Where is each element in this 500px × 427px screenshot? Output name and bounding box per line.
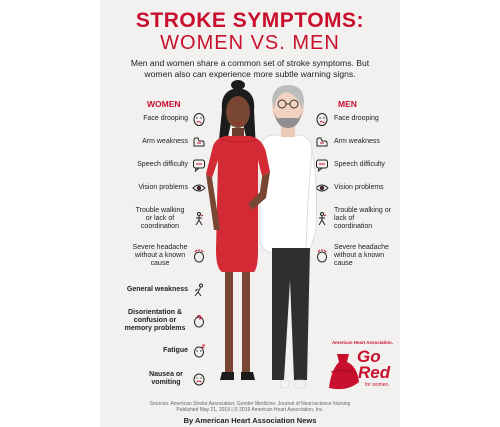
go-text: Go: [357, 347, 381, 366]
women-symptom-label: Nausea or vomiting: [149, 370, 183, 386]
women-symptom-row: [100, 283, 206, 297]
women-symptom-row: [100, 158, 206, 172]
men-heading: MEN: [338, 99, 357, 109]
men-symptom-row: [315, 135, 400, 149]
women-symptom-row: [100, 308, 206, 334]
sources-text: Sources: American Stroke Association; Gender Medicine; Journal of Neuroscience Nursing: [149, 401, 351, 407]
aha-logo-text: American Heart Association.: [331, 340, 394, 345]
women-symptom-row: [100, 135, 206, 149]
tagline-text: for women.: [365, 382, 390, 388]
men-symptom-label: Trouble walking or lack of coordination: [334, 206, 391, 231]
women-symptom-label: Fatigue: [163, 346, 188, 354]
women-symptom-label: Arm weakness: [142, 137, 188, 145]
women-symptom-row: [100, 344, 206, 358]
men-symptom-label: Face drooping: [334, 114, 379, 122]
men-symptom-label: Vision problems: [334, 183, 384, 191]
title-line-2: WOMEN VS. MEN: [160, 32, 340, 54]
women-symptom-label: Trouble walking or lack of coordination: [135, 206, 185, 231]
women-symptom-label: Severe headache without a known cause: [132, 243, 188, 268]
red-text: Red: [358, 363, 391, 382]
women-symptom-label: Disorientation & confusion or memory problems: [124, 308, 186, 333]
men-symptom-row: [315, 112, 400, 126]
women-symptom-label: Face drooping: [143, 114, 188, 122]
men-symptom-label: Speech difficulty: [334, 160, 385, 168]
women-symptom-label: Vision problems: [138, 183, 188, 191]
men-symptom-row: [315, 181, 400, 195]
men-symptom-row: [315, 243, 400, 269]
men-symptom-row: [315, 206, 400, 232]
sources-note: [110, 401, 390, 413]
women-symptom-label: Speech difficulty: [137, 160, 188, 168]
go-red-for-women-logo: [325, 340, 400, 400]
intro-text: Men and women share a common set of stroke symptoms. But women also can experience more subtle warning signs.: [130, 58, 370, 79]
man-and-woman-illustration: [200, 80, 325, 398]
men-symptom-label: Severe headache without a known cause: [334, 243, 389, 268]
women-symptom-row: [100, 181, 206, 195]
women-heading: WOMEN: [147, 99, 181, 109]
men-symptom-label: Arm weakness: [334, 137, 380, 145]
women-symptom-row: [100, 243, 206, 269]
infographic-poster: [100, 0, 400, 427]
published-text: Published May 21, 2019 | © 2019 American Heart Association, Inc.: [176, 407, 324, 413]
women-symptom-row: [100, 112, 206, 126]
byline: By American Heart Association News: [183, 416, 317, 425]
women-symptom-row: [100, 206, 206, 232]
women-symptom-label: General weakness: [126, 285, 188, 293]
men-symptom-row: [315, 158, 400, 172]
title-line-1: STROKE SYMPTOMS:: [135, 9, 365, 32]
women-symptom-row: [100, 369, 206, 389]
red-dress-icon: [327, 352, 361, 392]
man-figure: [260, 85, 317, 388]
